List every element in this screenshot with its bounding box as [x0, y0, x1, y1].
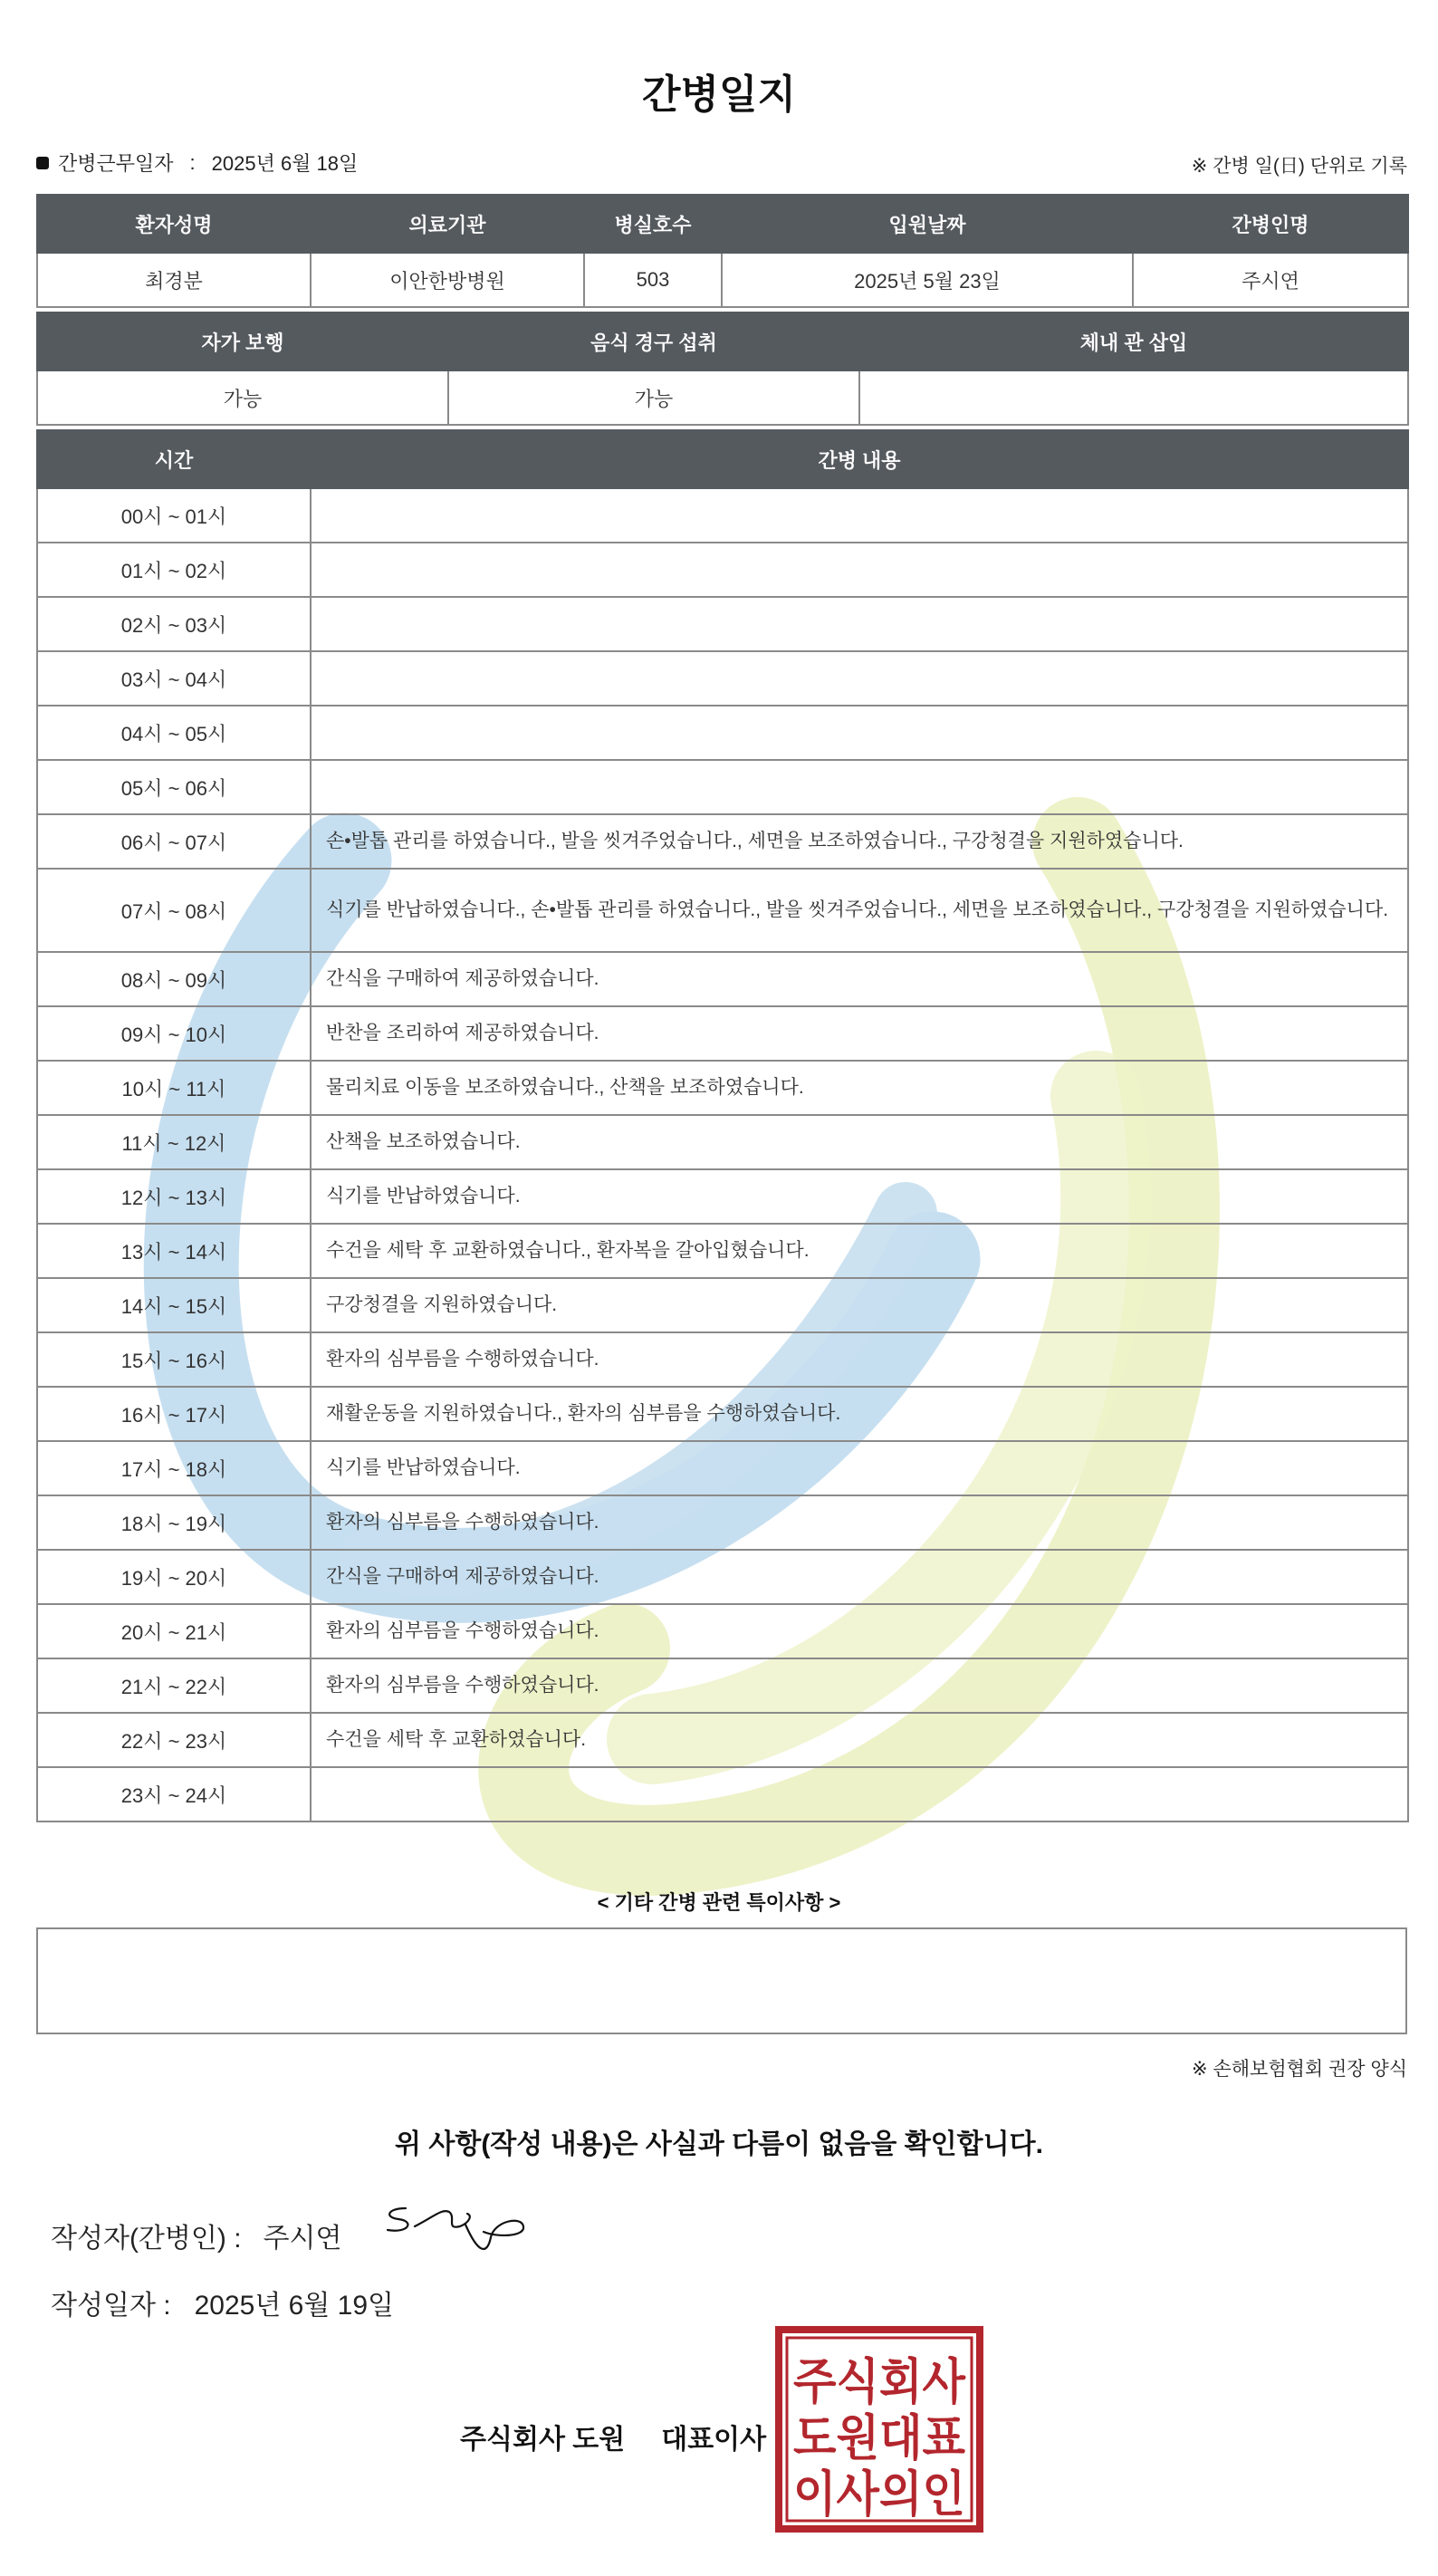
- table-row: [37, 543, 1408, 597]
- handwritten-signature: [379, 2190, 532, 2263]
- table-row: [37, 952, 1408, 1006]
- ability-table: [36, 312, 1409, 426]
- content-cell: 환자의 심부름을 수행하였습니다.: [311, 1658, 1408, 1713]
- content-cell: 간식을 구매하여 제공하였습니다.: [311, 952, 1408, 1006]
- seal-line-2: 도원대표: [793, 2409, 965, 2466]
- table-row: [37, 651, 1408, 706]
- unit-note: ※ 간병 일(日) 단위로 기록: [1191, 156, 1407, 177]
- seal-line-1: 주식회사: [793, 2353, 966, 2410]
- table-row: [37, 814, 1408, 869]
- patient-value-row: [37, 253, 1408, 307]
- header-admission-date: 입원날짜: [722, 195, 1133, 253]
- time-cell: 07시 ~ 08시: [37, 869, 311, 952]
- time-cell: 11시 ~ 12시: [37, 1115, 311, 1169]
- table-row: [37, 1550, 1408, 1604]
- content-cell: 반찬을 조리하여 제공하였습니다.: [311, 1006, 1408, 1061]
- table-row: [37, 597, 1408, 651]
- time-cell: 03시 ~ 04시: [37, 651, 311, 706]
- walking-value: 가능: [37, 370, 448, 425]
- time-cell: 08시 ~ 09시: [37, 952, 311, 1006]
- time-cell: 04시 ~ 05시: [37, 706, 311, 760]
- time-cell: 17시 ~ 18시: [37, 1441, 311, 1495]
- content-cell: [311, 651, 1408, 706]
- table-row: [37, 1061, 1408, 1115]
- table-row: [37, 1224, 1408, 1278]
- content-cell: [311, 706, 1408, 760]
- table-row: [37, 488, 1408, 543]
- header-walking: 자가 보행: [37, 312, 448, 370]
- hospital-name: 이안한방병원: [311, 253, 584, 307]
- table-row: [37, 869, 1408, 952]
- header-caregiver: 간병인명: [1133, 195, 1408, 253]
- content-cell: [311, 1767, 1408, 1821]
- write-date-line: [51, 2283, 394, 2322]
- table-row: [37, 706, 1408, 760]
- table-row: [37, 1767, 1408, 1821]
- writer-label: 작성자(간병인) :: [51, 2224, 242, 2254]
- time-cell: 22시 ~ 23시: [37, 1713, 311, 1767]
- content-cell: 수건을 세탁 후 교환하였습니다.: [311, 1713, 1408, 1767]
- content-cell: 수건을 세탁 후 교환하였습니다., 환자복을 갈아입혔습니다.: [311, 1224, 1408, 1278]
- tube-insertion-value: [859, 370, 1408, 425]
- time-cell: 02시 ~ 03시: [37, 597, 311, 651]
- time-cell: 19시 ~ 20시: [37, 1550, 311, 1604]
- company-line: [460, 2417, 766, 2456]
- table-row: [37, 760, 1408, 814]
- header-room: 병실호수: [584, 195, 722, 253]
- ability-header-row: [37, 312, 1408, 370]
- page-title: 간병일지: [641, 72, 796, 117]
- ability-value-row: [37, 370, 1408, 425]
- writer-name: 주시연: [263, 2224, 342, 2254]
- content-cell: 물리치료 이동을 보조하였습니다., 산책을 보조하였습니다.: [311, 1061, 1408, 1115]
- header-patient-name: 환자성명: [37, 195, 311, 253]
- patient-header-row: [37, 195, 1408, 253]
- content-cell: 구강청결을 지원하였습니다.: [311, 1278, 1408, 1332]
- table-row: [37, 1332, 1408, 1387]
- content-cell: 손•발톱 관리를 하였습니다., 발을 씻겨주었습니다., 세면을 보조하였습니다., 구강청결을 지원하였습니다.: [311, 814, 1408, 869]
- time-cell: 23시 ~ 24시: [37, 1767, 311, 1821]
- time-cell: 00시 ~ 01시: [37, 488, 311, 543]
- caregiver-name: 주시연: [1133, 253, 1408, 307]
- seal-line-3: 이사의인: [793, 2465, 965, 2523]
- room-number: 503: [584, 253, 722, 307]
- admission-date: 2025년 5월 23일: [722, 253, 1133, 307]
- time-cell: 01시 ~ 02시: [37, 543, 311, 597]
- time-cell: 20시 ~ 21시: [37, 1604, 311, 1658]
- content-cell: 간식을 구매하여 제공하였습니다.: [311, 1550, 1408, 1604]
- writer-line: [51, 2216, 341, 2255]
- work-date: [36, 149, 358, 177]
- table-row: [37, 1658, 1408, 1713]
- time-cell: 06시 ~ 07시: [37, 814, 311, 869]
- other-notes-title: < 기타 간병 관련 특이사항 >: [597, 1891, 841, 1914]
- table-row: [37, 1713, 1408, 1767]
- company-name: 주식회사 도원: [460, 2425, 626, 2455]
- work-date-label: 간병근무일자: [58, 152, 174, 175]
- table-row: [37, 1495, 1408, 1550]
- work-date-value: 2025년 6월 18일: [211, 152, 359, 175]
- confirmation-statement: 위 사항(작성 내용)은 사실과 다름이 없음을 확인합니다.: [395, 2129, 1043, 2159]
- company-role: 대표이사: [661, 2425, 767, 2455]
- table-row: [37, 1441, 1408, 1495]
- header-time: 시간: [37, 430, 311, 488]
- table-row: [37, 1006, 1408, 1061]
- patient-name: 최경분: [37, 253, 311, 307]
- content-cell: 산책을 보조하였습니다.: [311, 1115, 1408, 1169]
- table-row: [37, 1604, 1408, 1658]
- content-cell: [311, 760, 1408, 814]
- content-cell: [311, 488, 1408, 543]
- time-cell: 16시 ~ 17시: [37, 1387, 311, 1441]
- time-cell: 14시 ~ 15시: [37, 1278, 311, 1332]
- content-cell: 환자의 심부름을 수행하였습니다.: [311, 1332, 1408, 1387]
- care-log-table: [36, 429, 1409, 1822]
- write-date-value: 2025년 6월 19일: [194, 2291, 394, 2321]
- time-cell: 21시 ~ 22시: [37, 1658, 311, 1713]
- header-care-content: 간병 내용: [311, 430, 1408, 488]
- content-cell: 식기를 반납하였습니다.: [311, 1169, 1408, 1224]
- patient-info-table: [36, 194, 1409, 308]
- bullet-square-icon: [36, 157, 49, 169]
- content-cell: [311, 543, 1408, 597]
- time-cell: 12시 ~ 13시: [37, 1169, 311, 1224]
- association-note: ※ 손해보험협회 권장 양식: [1192, 2059, 1407, 2080]
- oral-intake-value: 가능: [448, 370, 859, 425]
- content-cell: 식기를 반납하였습니다.: [311, 1441, 1408, 1495]
- company-seal-stamp: [775, 2326, 983, 2533]
- time-cell: 10시 ~ 11시: [37, 1061, 311, 1115]
- time-cell: 13시 ~ 14시: [37, 1224, 311, 1278]
- time-cell: 15시 ~ 16시: [37, 1332, 311, 1387]
- table-row: [37, 1115, 1408, 1169]
- content-cell: 재활운동을 지원하였습니다., 환자의 심부름을 수행하였습니다.: [311, 1387, 1408, 1441]
- write-date-label: 작성일자 :: [51, 2291, 171, 2321]
- header-hospital: 의료기관: [311, 195, 584, 253]
- header-tube-insertion: 체내 관 삽입: [859, 312, 1408, 370]
- header-oral-intake: 음식 경구 섭취: [448, 312, 859, 370]
- time-cell: 18시 ~ 19시: [37, 1495, 311, 1550]
- work-date-colon: :: [189, 150, 196, 174]
- content-cell: 식기를 반납하였습니다., 손•발톱 관리를 하였습니다., 발을 씻겨주었습니다., 세면을 보조하였습니다., 구강청결을 지원하였습니다.: [311, 869, 1408, 952]
- content-cell: [311, 597, 1408, 651]
- table-row: [37, 1387, 1408, 1441]
- time-cell: 09시 ~ 10시: [37, 1006, 311, 1061]
- other-notes-box: [36, 1927, 1407, 2034]
- log-header-row: [37, 430, 1408, 488]
- table-row: [37, 1169, 1408, 1224]
- table-row: [37, 1278, 1408, 1332]
- content-cell: 환자의 심부름을 수행하였습니다.: [311, 1495, 1408, 1550]
- time-cell: 05시 ~ 06시: [37, 760, 311, 814]
- content-cell: 환자의 심부름을 수행하였습니다.: [311, 1604, 1408, 1658]
